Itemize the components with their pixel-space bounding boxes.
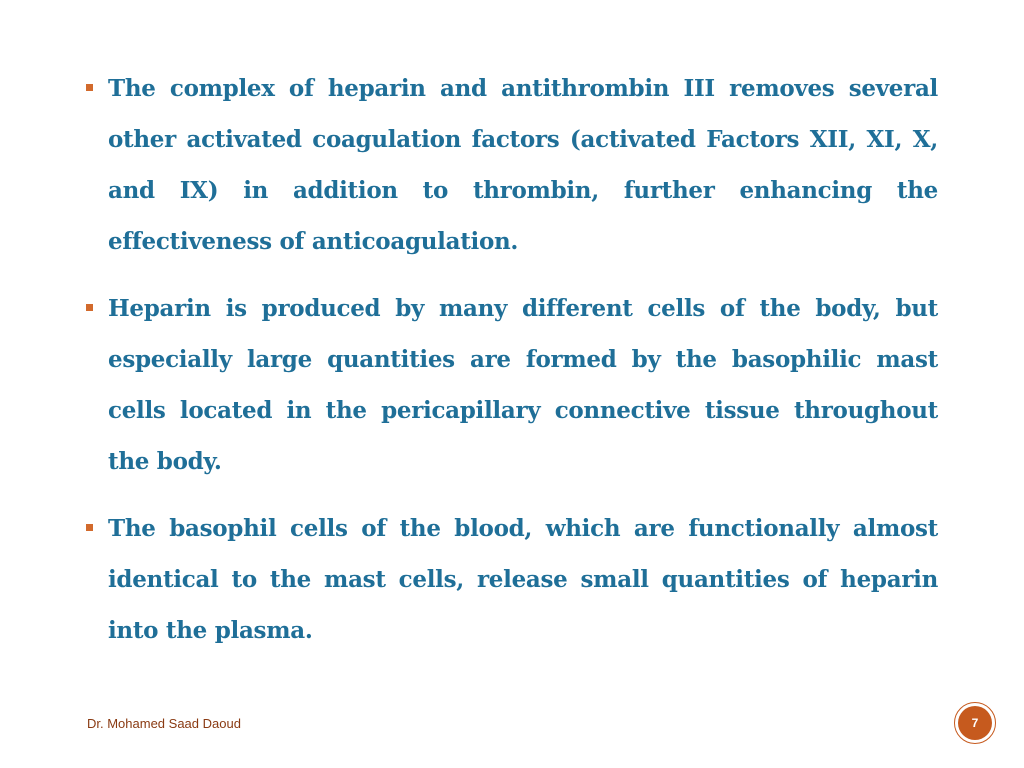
- square-bullet-icon: [86, 304, 93, 311]
- bullet-text: Heparin is produced by many different cells of the body, but especially large quantities are formed by the basophilic mast cells located in the pericapillary connective tissue throughout the body.: [108, 295, 938, 475]
- page-number: 7: [958, 706, 992, 740]
- bullet-item: [86, 63, 938, 267]
- bullet-item: [86, 283, 938, 487]
- bullet-text: The complex of heparin and antithrombin III removes several other activated coagulation factors (activated Factors XII, XI, X, and IX) in addition to thrombin, further enhancing the effectiveness of anticoagulation.: [108, 75, 938, 255]
- square-bullet-icon: [86, 524, 93, 531]
- bullet-item: [86, 503, 938, 656]
- bullet-text: The basophil cells of the blood, which are functionally almost identical to the mast cells, release small quantities of heparin into the plasma.: [108, 515, 938, 644]
- square-bullet-icon: [86, 84, 93, 91]
- bullet-list: [86, 63, 938, 672]
- page-number-badge: [954, 702, 996, 744]
- footer-author: Dr. Mohamed Saad Daoud: [87, 716, 241, 731]
